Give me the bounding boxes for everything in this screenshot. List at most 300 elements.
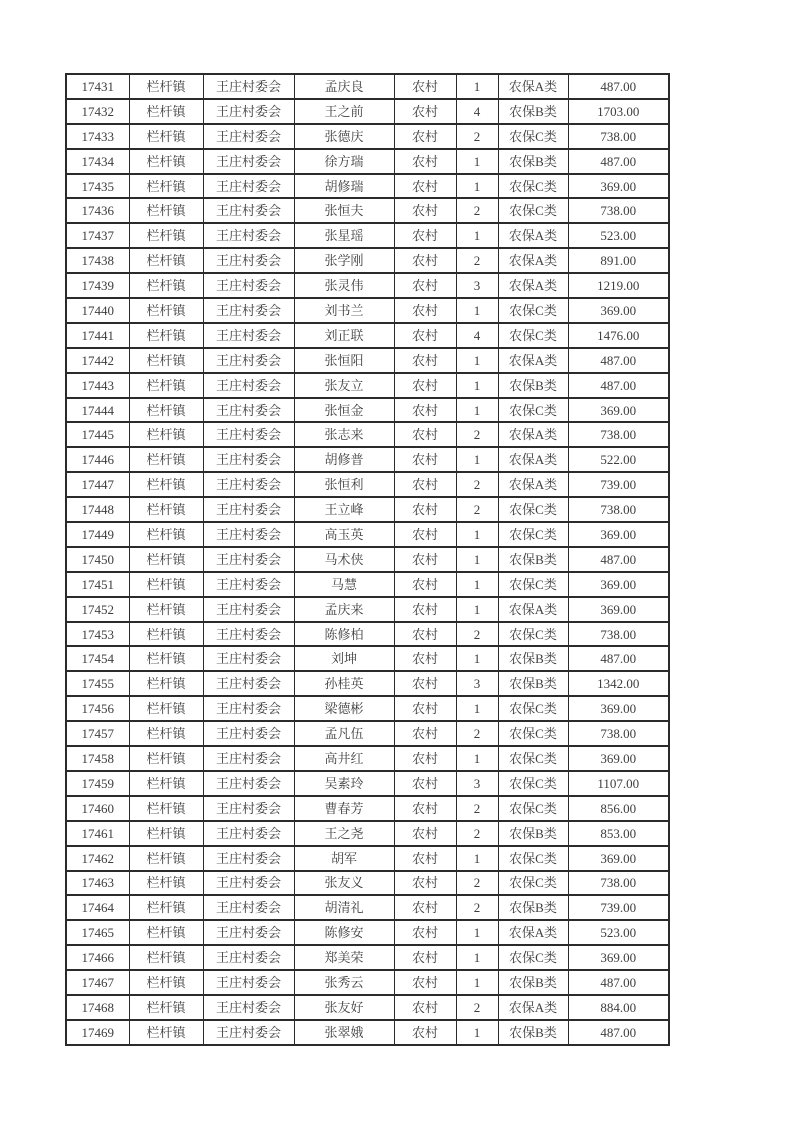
village-committee-cell: 王庄村委会: [203, 198, 294, 223]
table-row: [66, 124, 669, 149]
residence-type-cell: 农村: [394, 74, 456, 99]
record-id-cell: 17454: [66, 646, 129, 671]
amount-cell: 369.00: [568, 846, 669, 871]
record-id-cell: 17445: [66, 422, 129, 447]
insurance-category-cell: 农保C类: [498, 622, 568, 647]
table-row: [66, 248, 669, 273]
insurance-category-cell: 农保C类: [498, 871, 568, 896]
amount-cell: 1219.00: [568, 273, 669, 298]
residence-type-cell: 农村: [394, 174, 456, 199]
record-id-cell: 17435: [66, 174, 129, 199]
town-cell: 栏杆镇: [129, 99, 203, 124]
amount-cell: 487.00: [568, 1020, 669, 1045]
village-committee-cell: 王庄村委会: [203, 99, 294, 124]
residence-type-cell: 农村: [394, 721, 456, 746]
insurance-category-cell: 农保C类: [498, 124, 568, 149]
village-committee-cell: 王庄村委会: [203, 572, 294, 597]
amount-cell: 1703.00: [568, 99, 669, 124]
amount-cell: 523.00: [568, 920, 669, 945]
amount-cell: 1476.00: [568, 323, 669, 348]
village-committee-cell: 王庄村委会: [203, 298, 294, 323]
residence-type-cell: 农村: [394, 124, 456, 149]
residence-type-cell: 农村: [394, 348, 456, 373]
insurance-category-cell: 农保A类: [498, 273, 568, 298]
village-committee-cell: 王庄村委会: [203, 373, 294, 398]
town-cell: 栏杆镇: [129, 348, 203, 373]
amount-cell: 487.00: [568, 149, 669, 174]
village-committee-cell: 王庄村委会: [203, 995, 294, 1020]
amount-cell: 1107.00: [568, 771, 669, 796]
person-count-cell: 1: [456, 348, 498, 373]
person-count-cell: 1: [456, 920, 498, 945]
person-count-cell: 1: [456, 945, 498, 970]
person-count-cell: 2: [456, 248, 498, 273]
person-name-cell: 刘坤: [294, 646, 394, 671]
town-cell: 栏杆镇: [129, 945, 203, 970]
table-row: [66, 149, 669, 174]
residence-type-cell: 农村: [394, 995, 456, 1020]
residence-type-cell: 农村: [394, 1020, 456, 1045]
person-count-cell: 2: [456, 497, 498, 522]
insurance-category-cell: 农保C类: [498, 696, 568, 721]
person-name-cell: 高井红: [294, 746, 394, 771]
table-row: [66, 597, 669, 622]
residence-type-cell: 农村: [394, 547, 456, 572]
person-count-cell: 2: [456, 721, 498, 746]
residence-type-cell: 农村: [394, 248, 456, 273]
table-row: [66, 871, 669, 896]
table-row: [66, 696, 669, 721]
village-committee-cell: 王庄村委会: [203, 74, 294, 99]
person-name-cell: 陈修柏: [294, 622, 394, 647]
town-cell: 栏杆镇: [129, 970, 203, 995]
village-committee-cell: 王庄村委会: [203, 920, 294, 945]
record-id-cell: 17458: [66, 746, 129, 771]
town-cell: 栏杆镇: [129, 447, 203, 472]
person-name-cell: 张恒金: [294, 398, 394, 423]
town-cell: 栏杆镇: [129, 398, 203, 423]
village-committee-cell: 王庄村委会: [203, 646, 294, 671]
person-name-cell: 王立峰: [294, 497, 394, 522]
person-name-cell: 王之尧: [294, 821, 394, 846]
insurance-category-cell: 农保C类: [498, 198, 568, 223]
insurance-category-cell: 农保A类: [498, 74, 568, 99]
person-count-cell: 1: [456, 174, 498, 199]
town-cell: 栏杆镇: [129, 597, 203, 622]
residence-type-cell: 农村: [394, 597, 456, 622]
insurance-category-cell: 农保A类: [498, 472, 568, 497]
table-row: [66, 572, 669, 597]
village-committee-cell: 王庄村委会: [203, 671, 294, 696]
insurance-category-cell: 农保A类: [498, 248, 568, 273]
residence-type-cell: 农村: [394, 821, 456, 846]
amount-cell: 739.00: [568, 895, 669, 920]
person-name-cell: 张星瑶: [294, 223, 394, 248]
residence-type-cell: 农村: [394, 572, 456, 597]
village-committee-cell: 王庄村委会: [203, 796, 294, 821]
record-id-cell: 17455: [66, 671, 129, 696]
village-committee-cell: 王庄村委会: [203, 622, 294, 647]
town-cell: 栏杆镇: [129, 920, 203, 945]
town-cell: 栏杆镇: [129, 796, 203, 821]
amount-cell: 487.00: [568, 373, 669, 398]
record-id-cell: 17466: [66, 945, 129, 970]
amount-cell: 856.00: [568, 796, 669, 821]
table-row: [66, 622, 669, 647]
table-row: [66, 223, 669, 248]
table-row: [66, 198, 669, 223]
record-id-cell: 17468: [66, 995, 129, 1020]
person-name-cell: 张友义: [294, 871, 394, 896]
table-row: [66, 373, 669, 398]
town-cell: 栏杆镇: [129, 547, 203, 572]
person-name-cell: 张灵伟: [294, 273, 394, 298]
person-count-cell: 3: [456, 671, 498, 696]
residence-type-cell: 农村: [394, 223, 456, 248]
insurance-category-cell: 农保C类: [498, 721, 568, 746]
amount-cell: 884.00: [568, 995, 669, 1020]
table-row: [66, 646, 669, 671]
insurance-category-cell: 农保B类: [498, 149, 568, 174]
table-row: [66, 174, 669, 199]
insurance-category-cell: 农保C类: [498, 771, 568, 796]
insurance-category-cell: 农保C类: [498, 572, 568, 597]
amount-cell: 522.00: [568, 447, 669, 472]
person-count-cell: 1: [456, 1020, 498, 1045]
town-cell: 栏杆镇: [129, 821, 203, 846]
town-cell: 栏杆镇: [129, 995, 203, 1020]
town-cell: 栏杆镇: [129, 522, 203, 547]
residence-type-cell: 农村: [394, 522, 456, 547]
record-id-cell: 17436: [66, 198, 129, 223]
amount-cell: 738.00: [568, 124, 669, 149]
person-name-cell: 马术侠: [294, 547, 394, 572]
record-id-cell: 17438: [66, 248, 129, 273]
person-count-cell: 1: [456, 846, 498, 871]
payment-roster-table: [65, 73, 670, 1046]
record-id-cell: 17443: [66, 373, 129, 398]
insurance-category-cell: 农保C类: [498, 323, 568, 348]
table-row: [66, 821, 669, 846]
table-row: [66, 1020, 669, 1045]
residence-type-cell: 农村: [394, 273, 456, 298]
residence-type-cell: 农村: [394, 373, 456, 398]
village-committee-cell: 王庄村委会: [203, 149, 294, 174]
person-name-cell: 胡修普: [294, 447, 394, 472]
village-committee-cell: 王庄村委会: [203, 472, 294, 497]
person-name-cell: 张友立: [294, 373, 394, 398]
residence-type-cell: 农村: [394, 497, 456, 522]
amount-cell: 369.00: [568, 398, 669, 423]
insurance-category-cell: 农保C类: [498, 746, 568, 771]
table-row: [66, 895, 669, 920]
village-committee-cell: 王庄村委会: [203, 248, 294, 273]
residence-type-cell: 农村: [394, 671, 456, 696]
village-committee-cell: 王庄村委会: [203, 398, 294, 423]
residence-type-cell: 农村: [394, 447, 456, 472]
record-id-cell: 17448: [66, 497, 129, 522]
table-row: [66, 422, 669, 447]
town-cell: 栏杆镇: [129, 895, 203, 920]
table-row: [66, 497, 669, 522]
village-committee-cell: 王庄村委会: [203, 422, 294, 447]
person-name-cell: 张志来: [294, 422, 394, 447]
residence-type-cell: 农村: [394, 920, 456, 945]
amount-cell: 369.00: [568, 696, 669, 721]
village-committee-cell: 王庄村委会: [203, 721, 294, 746]
table-row: [66, 846, 669, 871]
town-cell: 栏杆镇: [129, 622, 203, 647]
person-name-cell: 孟凡伍: [294, 721, 394, 746]
person-name-cell: 高玉英: [294, 522, 394, 547]
insurance-category-cell: 农保B类: [498, 970, 568, 995]
record-id-cell: 17433: [66, 124, 129, 149]
insurance-category-cell: 农保A类: [498, 920, 568, 945]
person-name-cell: 张秀云: [294, 970, 394, 995]
town-cell: 栏杆镇: [129, 198, 203, 223]
amount-cell: 523.00: [568, 223, 669, 248]
village-committee-cell: 王庄村委会: [203, 821, 294, 846]
village-committee-cell: 王庄村委会: [203, 746, 294, 771]
person-name-cell: 孙桂英: [294, 671, 394, 696]
insurance-category-cell: 农保B类: [498, 99, 568, 124]
record-id-cell: 17442: [66, 348, 129, 373]
residence-type-cell: 农村: [394, 99, 456, 124]
person-count-cell: 1: [456, 398, 498, 423]
record-id-cell: 17447: [66, 472, 129, 497]
town-cell: 栏杆镇: [129, 1020, 203, 1045]
person-count-cell: 1: [456, 597, 498, 622]
record-id-cell: 17459: [66, 771, 129, 796]
table-row: [66, 398, 669, 423]
person-count-cell: 1: [456, 547, 498, 572]
insurance-category-cell: 农保A类: [498, 447, 568, 472]
insurance-category-cell: 农保C类: [498, 174, 568, 199]
village-committee-cell: 王庄村委会: [203, 871, 294, 896]
town-cell: 栏杆镇: [129, 871, 203, 896]
amount-cell: 891.00: [568, 248, 669, 273]
table-row: [66, 74, 669, 99]
person-count-cell: 1: [456, 572, 498, 597]
insurance-category-cell: 农保A类: [498, 223, 568, 248]
village-committee-cell: 王庄村委会: [203, 895, 294, 920]
insurance-category-cell: 农保C类: [498, 522, 568, 547]
amount-cell: 739.00: [568, 472, 669, 497]
amount-cell: 853.00: [568, 821, 669, 846]
residence-type-cell: 农村: [394, 646, 456, 671]
insurance-category-cell: 农保C类: [498, 945, 568, 970]
town-cell: 栏杆镇: [129, 721, 203, 746]
record-id-cell: 17461: [66, 821, 129, 846]
record-id-cell: 17431: [66, 74, 129, 99]
person-name-cell: 胡军: [294, 846, 394, 871]
person-count-cell: 2: [456, 198, 498, 223]
amount-cell: 369.00: [568, 572, 669, 597]
table-row: [66, 721, 669, 746]
record-id-cell: 17464: [66, 895, 129, 920]
person-name-cell: 张恒阳: [294, 348, 394, 373]
amount-cell: 369.00: [568, 746, 669, 771]
table-row: [66, 447, 669, 472]
town-cell: 栏杆镇: [129, 497, 203, 522]
amount-cell: 738.00: [568, 422, 669, 447]
residence-type-cell: 农村: [394, 746, 456, 771]
insurance-category-cell: 农保B类: [498, 547, 568, 572]
table-row: [66, 920, 669, 945]
person-name-cell: 张友好: [294, 995, 394, 1020]
village-committee-cell: 王庄村委会: [203, 522, 294, 547]
village-committee-cell: 王庄村委会: [203, 273, 294, 298]
person-count-cell: 1: [456, 746, 498, 771]
amount-cell: 369.00: [568, 597, 669, 622]
person-count-cell: 1: [456, 373, 498, 398]
record-id-cell: 17469: [66, 1020, 129, 1045]
record-id-cell: 17441: [66, 323, 129, 348]
record-id-cell: 17440: [66, 298, 129, 323]
village-committee-cell: 王庄村委会: [203, 124, 294, 149]
amount-cell: 738.00: [568, 721, 669, 746]
table-row: [66, 671, 669, 696]
insurance-category-cell: 农保B类: [498, 895, 568, 920]
record-id-cell: 17437: [66, 223, 129, 248]
table-row: [66, 472, 669, 497]
record-id-cell: 17450: [66, 547, 129, 572]
person-name-cell: 孟庆来: [294, 597, 394, 622]
record-id-cell: 17444: [66, 398, 129, 423]
residence-type-cell: 农村: [394, 298, 456, 323]
person-name-cell: 张恒夫: [294, 198, 394, 223]
insurance-category-cell: 农保A类: [498, 422, 568, 447]
town-cell: 栏杆镇: [129, 422, 203, 447]
table-row: [66, 970, 669, 995]
insurance-category-cell: 农保A类: [498, 995, 568, 1020]
town-cell: 栏杆镇: [129, 472, 203, 497]
record-id-cell: 17456: [66, 696, 129, 721]
record-id-cell: 17467: [66, 970, 129, 995]
amount-cell: 487.00: [568, 970, 669, 995]
village-committee-cell: 王庄村委会: [203, 174, 294, 199]
person-count-cell: 1: [456, 970, 498, 995]
insurance-category-cell: 农保C类: [498, 497, 568, 522]
residence-type-cell: 农村: [394, 696, 456, 721]
village-committee-cell: 王庄村委会: [203, 771, 294, 796]
insurance-category-cell: 农保C类: [498, 846, 568, 871]
person-name-cell: 曹春芳: [294, 796, 394, 821]
village-committee-cell: 王庄村委会: [203, 970, 294, 995]
town-cell: 栏杆镇: [129, 74, 203, 99]
residence-type-cell: 农村: [394, 472, 456, 497]
person-name-cell: 张德庆: [294, 124, 394, 149]
residence-type-cell: 农村: [394, 945, 456, 970]
record-id-cell: 17449: [66, 522, 129, 547]
village-committee-cell: 王庄村委会: [203, 497, 294, 522]
village-committee-cell: 王庄村委会: [203, 223, 294, 248]
record-id-cell: 17462: [66, 846, 129, 871]
amount-cell: 369.00: [568, 174, 669, 199]
record-id-cell: 17460: [66, 796, 129, 821]
record-id-cell: 17452: [66, 597, 129, 622]
person-count-cell: 3: [456, 273, 498, 298]
table-row: [66, 945, 669, 970]
person-count-cell: 2: [456, 895, 498, 920]
record-id-cell: 17463: [66, 871, 129, 896]
person-count-cell: 1: [456, 298, 498, 323]
person-count-cell: 1: [456, 149, 498, 174]
person-count-cell: 2: [456, 871, 498, 896]
person-count-cell: 1: [456, 646, 498, 671]
town-cell: 栏杆镇: [129, 223, 203, 248]
table-row: [66, 273, 669, 298]
amount-cell: 487.00: [568, 646, 669, 671]
amount-cell: 369.00: [568, 945, 669, 970]
person-count-cell: 2: [456, 622, 498, 647]
amount-cell: 487.00: [568, 348, 669, 373]
person-name-cell: 张翠娥: [294, 1020, 394, 1045]
residence-type-cell: 农村: [394, 398, 456, 423]
town-cell: 栏杆镇: [129, 149, 203, 174]
table-row: [66, 995, 669, 1020]
table-row: [66, 746, 669, 771]
person-name-cell: 张学刚: [294, 248, 394, 273]
person-name-cell: 孟庆良: [294, 74, 394, 99]
person-count-cell: 2: [456, 821, 498, 846]
town-cell: 栏杆镇: [129, 323, 203, 348]
person-name-cell: 刘书兰: [294, 298, 394, 323]
table-body: [66, 74, 669, 1045]
person-name-cell: 张恒利: [294, 472, 394, 497]
residence-type-cell: 农村: [394, 771, 456, 796]
record-id-cell: 17432: [66, 99, 129, 124]
insurance-category-cell: 农保A类: [498, 597, 568, 622]
town-cell: 栏杆镇: [129, 572, 203, 597]
person-count-cell: 2: [456, 995, 498, 1020]
town-cell: 栏杆镇: [129, 646, 203, 671]
village-committee-cell: 王庄村委会: [203, 323, 294, 348]
insurance-category-cell: 农保B类: [498, 821, 568, 846]
insurance-category-cell: 农保B类: [498, 373, 568, 398]
insurance-category-cell: 农保B类: [498, 671, 568, 696]
residence-type-cell: 农村: [394, 970, 456, 995]
residence-type-cell: 农村: [394, 323, 456, 348]
person-name-cell: 郑美荣: [294, 945, 394, 970]
village-committee-cell: 王庄村委会: [203, 597, 294, 622]
person-name-cell: 刘正联: [294, 323, 394, 348]
person-name-cell: 梁德彬: [294, 696, 394, 721]
town-cell: 栏杆镇: [129, 746, 203, 771]
village-committee-cell: 王庄村委会: [203, 696, 294, 721]
amount-cell: 487.00: [568, 74, 669, 99]
person-name-cell: 陈修安: [294, 920, 394, 945]
table-row: [66, 323, 669, 348]
person-count-cell: 2: [456, 422, 498, 447]
town-cell: 栏杆镇: [129, 124, 203, 149]
town-cell: 栏杆镇: [129, 846, 203, 871]
insurance-category-cell: 农保B类: [498, 646, 568, 671]
person-name-cell: 胡清礼: [294, 895, 394, 920]
village-committee-cell: 王庄村委会: [203, 945, 294, 970]
residence-type-cell: 农村: [394, 622, 456, 647]
insurance-category-cell: 农保B类: [498, 1020, 568, 1045]
record-id-cell: 17465: [66, 920, 129, 945]
residence-type-cell: 农村: [394, 422, 456, 447]
person-name-cell: 马慧: [294, 572, 394, 597]
record-id-cell: 17446: [66, 447, 129, 472]
record-id-cell: 17451: [66, 572, 129, 597]
insurance-category-cell: 农保C类: [498, 298, 568, 323]
amount-cell: 369.00: [568, 522, 669, 547]
residence-type-cell: 农村: [394, 846, 456, 871]
residence-type-cell: 农村: [394, 895, 456, 920]
